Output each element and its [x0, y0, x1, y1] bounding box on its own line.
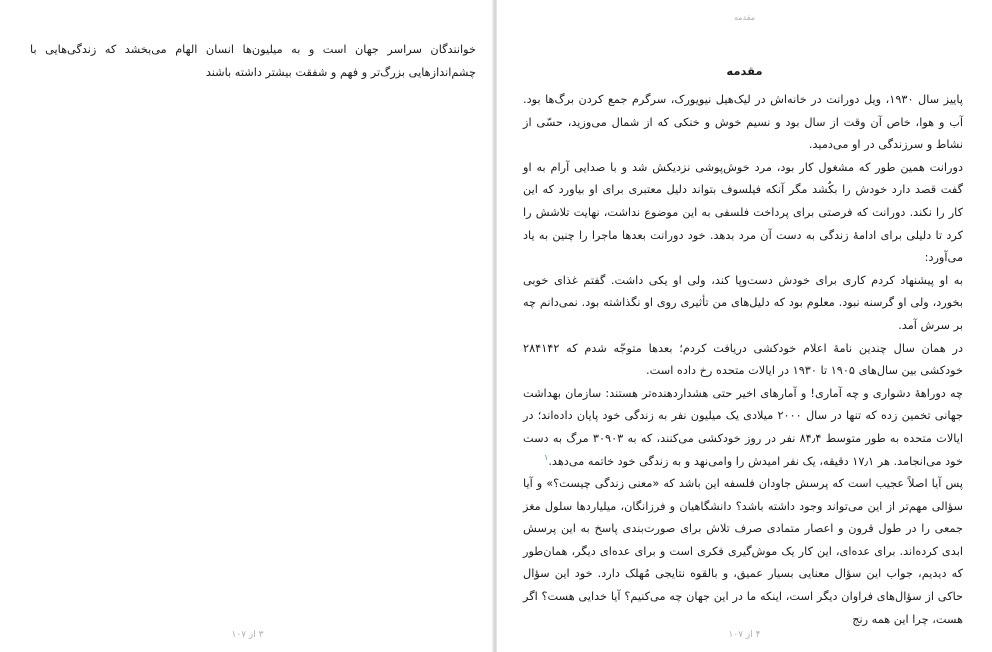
- running-header: مقدمه: [733, 13, 756, 22]
- left-page-paragraph: خوانندگان سراسر جهان است و به میلیون‌ها انسان الهام می‌بخشد که زندگی‌هایی با چشم‌اندازهایی بزرگ‌تر و فهم و شفقت بیشتر داشته باشند: [30, 43, 476, 79]
- paragraph-4-quote: در همان سال چندین نامهٔ اعلام خودکشی دریافت کردم؛ بعدها متوجّه شدم که ۲۸۴۱۴۲ خودکشی بین سال‌های ۱۹۰۵ تا ۱۹۳۰ در ایالات متحده رخ داده است.: [523, 341, 963, 378]
- paragraph-3-quote: به او پیشنهاد کردم کاری برای خودش دست‌وپا کند، ولی او یکی داشت. گفتم غذای خوبی بخورد، ولی او گرسنه نبود. معلوم بود که دلیل‌های من تأثیری روی او نگذاشته بود. نمی‌دانم چه بر سرش آمد.: [523, 273, 963, 332]
- right-page-text: [523, 89, 963, 631]
- left-page-text: [30, 39, 476, 84]
- paragraph-1: پاییز سال ۱۹۳۰، ویل دورانت در خانه‌اش در لیک‌هیل نیویورک، سرگرم جمع کردن برگ‌ها بود. آب و هوا، خاص آن وقت از سال بود و نسیم خوش و خنکی که از شمال می‌وزید، حسّی از نشاط و سرزندگی در او می‌دمید.: [523, 93, 963, 152]
- chapter-title: مقدمه: [726, 64, 763, 78]
- paragraph-5: [523, 383, 963, 473]
- paragraph-6: پس آیا اصلاً عجیب است که پرسش جاودان فلسفه این باشد که «معنی زندگی چیست؟» و آیا سؤالی مهم‌تر از این می‌تواند وجود داشته باشد؟ دانشگاهیان و فرزانگان، میلیاردها سلول مغز جمعی را در طول قرون و اعصار متمادی صرف تلاش برای صورت‌بندی پاسخ به این پرسش ابدی کرده‌اند. برای عده‌ای، این کار یک موش‌گیری فکری است و برای عده‌ای دیگر، همان‌طور که دیدیم، جواب این سؤال معنایی بسیار عمیق، و بالقوه نتایجی مُهلک دارد. خود این سؤال حاکی از سؤال‌های فراوان دیگر است، اینکه ما در این جهان چه می‌کنیم؟ آیا خدایی هست؟ اگر هست، چرا این همه رنج: [523, 477, 963, 626]
- left-page-number: ۳ از ۱۰۷: [231, 630, 264, 640]
- paragraph-5-text: چه دوراهۀ دشواری و چه آماری! و آمارهای اخیر حتی هشداردهنده‌تر هستند: سازمان بهداشت جهانی تخمین زده که تنها در سال ۲۰۰۰ میلادی یک میلیون نفر به زندگی خود پایان داده‌اند؛ در ایالات متحده به طور متوسط ۸۴٫۴ نفر در روز خودکشی می‌کنند، که به ۳۰۹۰۳ مرگ به دست خود می‌انجامد. هر ۱۷٫۱ دقیقه، یک نفر امیدش را وامی‌نهد و به زندگی خود خاتمه می‌دهد.: [523, 386, 963, 468]
- footnote-link[interactable]: ۱: [544, 452, 549, 462]
- paragraph-2: دورانت همین طور که مشغول کار بود، مرد خوش‌پوشی نزدیکش شد و با صدایی آرام به او گفت قصد دارد خودش را بکُشد مگر آنکه فیلسوف بتواند دلیل معتبری برای او بیاورد که این کار را نکند. دورانت که فرصتی برای پرداخت فلسفی به این موضوع نداشت، نهایت تلاشش را کرد تا دلیلی برای ادامهٔ زندگی به دست آن مرد بدهد. خود دورانت بعدها ماجرا را چنین به یاد می‌آورد:: [523, 160, 963, 265]
- right-page-number: ۴ از ۱۰۷: [728, 630, 761, 640]
- left-page: [0, 0, 495, 652]
- right-page: [497, 0, 992, 652]
